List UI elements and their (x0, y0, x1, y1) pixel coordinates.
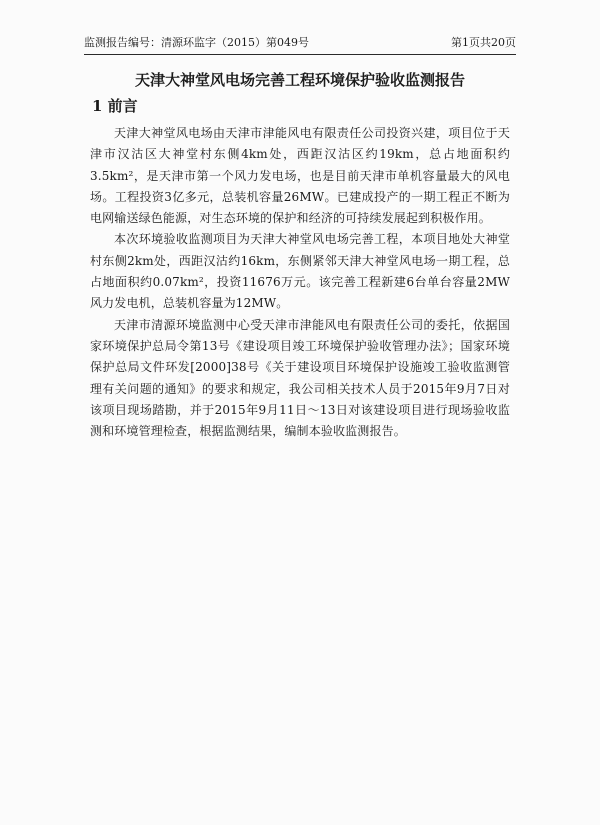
document-title: 天津大神堂风电场完善工程环境保护验收监测报告 (134, 71, 465, 89)
paragraph: 本次环境验收监测项目为天津大神堂风电场完善工程，本项目地处大神堂村东侧2km处，西距汉沽约16km，东侧紧邻天津大神堂风电场一期工程，总占地面积约0.07km²，投资11676万元。该完善工程新建6台单台容量2MW风力发电机，总装机容量为12MW。 (90, 232, 510, 311)
paragraph: 天津大神堂风电场由天津市津能风电有限责任公司投资兴建，项目位于天津市汉沽区大神堂村东侧4km处，西距汉沽区约19km，总占地面积约3.5km²，是天津市第一个风力发电场，也是目前天津市单机容量最大的风电场。工程投资3亿多元，总装机容量26MW。已建成投产的一期工程正不断为电网输送绿色能源，对生态环境的保护和经济的可持续发展起到积极作用。 (90, 126, 510, 226)
paragraph: 天津市清源环境监测中心受天津市津能风电有限责任公司的委托，依据国家环境保护总局令第13号《建设项目竣工环境保护验收管理办法》；国家环境保护总局文件环发[2000]38号《关于建设项目环境保护设施竣工验收监测管理有关问题的通知》的要求和规定，我公司相关技术人员于2015年9月7日对该项目现场踏勘，并于2015年9月11日～13日对该建设项目进行现场验收监测和环境管理检查，根据监测结果，编制本验收监测报告。 (90, 317, 510, 439)
page-indicator: 第1页共20页 (451, 36, 516, 49)
report-number: 监测报告编号：清源环监字（2015）第049号 (84, 36, 309, 49)
document-body (90, 123, 510, 442)
section-heading: 1 前言 (92, 97, 138, 115)
header-divider (84, 54, 516, 55)
page-header (84, 34, 516, 52)
